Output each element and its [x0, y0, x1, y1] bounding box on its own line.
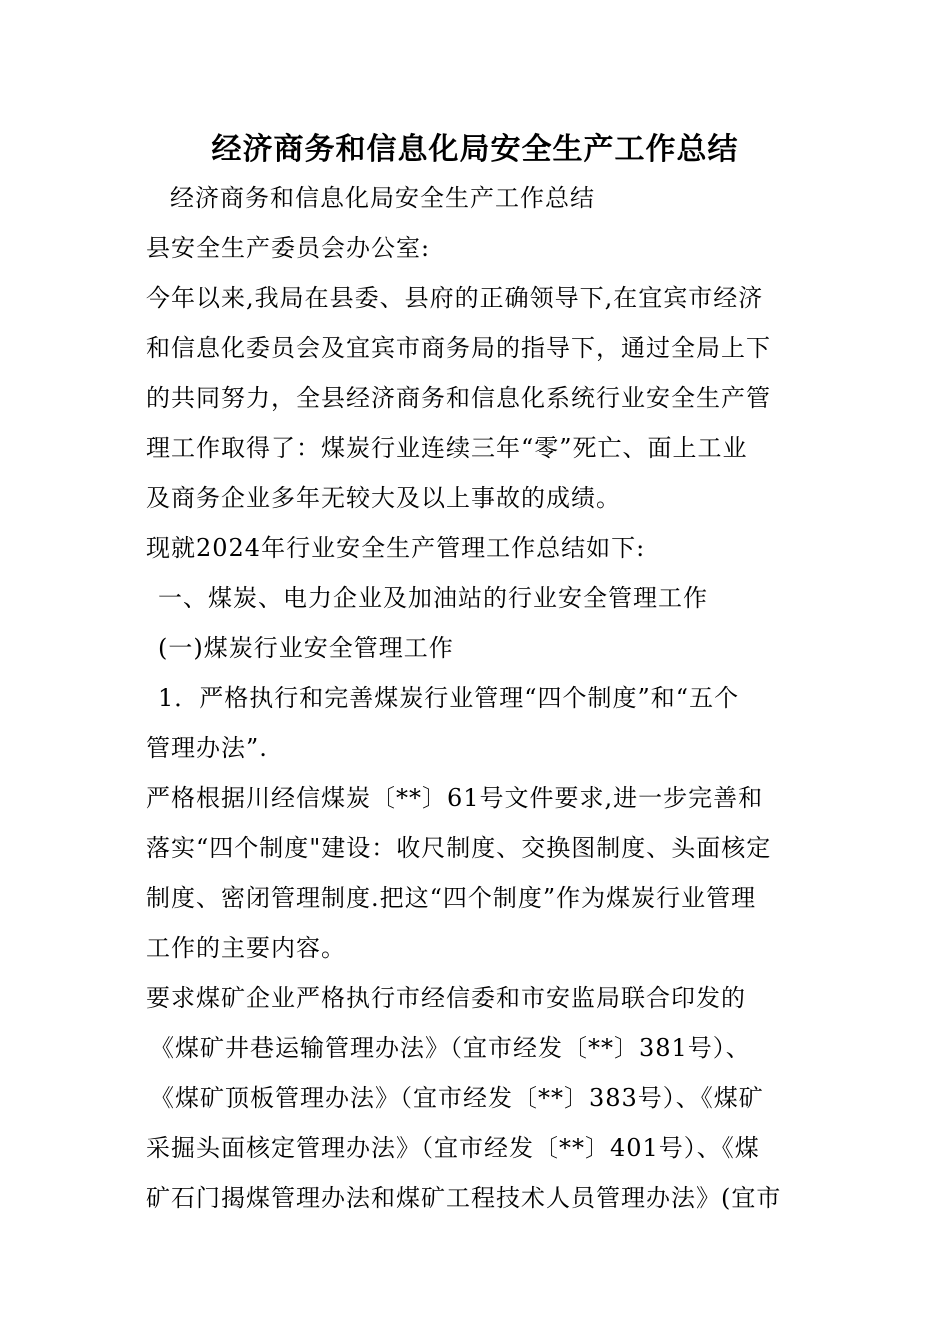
body-line: 严格根据川经信煤炭〔**〕61号文件要求,进一步完善和	[146, 784, 764, 812]
addressee-line: 县安全生产委员会办公室:	[146, 234, 431, 262]
subtitle-line: 经济商务和信息化局安全生产工作总结	[170, 184, 595, 212]
body-line: 和信息化委员会及宜宾市商务局的指导下，通过全局上下	[146, 334, 771, 362]
body-line: 工作的主要内容。	[146, 934, 346, 962]
body-line: 《煤矿顶板管理办法》（宜市经发〔**〕383号）、《煤矿	[150, 1084, 764, 1112]
body-line: 采掘头面核定管理办法》（宜市经发〔**〕401号）、《煤	[146, 1134, 760, 1162]
body-line: 制度、密闭管理制度.把这“四个制度”作为煤炭行业管理	[146, 884, 757, 912]
document-title: 经济商务和信息化局安全生产工作总结	[211, 132, 739, 167]
body-line: 的共同努力，全县经济商务和信息化系统行业安全生产管	[146, 384, 771, 412]
body-line: 要求煤矿企业严格执行市经信委和市安监局联合印发的	[146, 984, 746, 1012]
subsection-heading: (一)煤炭行业安全管理工作	[158, 634, 454, 662]
section-heading: 一、煤炭、电力企业及加油站的行业安全管理工作	[158, 584, 708, 612]
body-line: 管理办法”.	[146, 734, 268, 762]
numbered-item: 1．严格执行和完善煤炭行业管理“四个制度”和“五个	[158, 684, 740, 712]
body-line: 现就2024年行业安全生产管理工作总结如下:	[146, 534, 646, 562]
body-line: 矿石门揭煤管理办法和煤矿工程技术人员管理办法》(宜市	[146, 1184, 782, 1212]
body-line: 落实“四个制度"建设：收尺制度、交换图制度、头面核定	[146, 834, 772, 862]
body-line: 今年以来,我局在县委、县府的正确领导下,在宜宾市经济	[146, 284, 764, 312]
body-line: 及商务企业多年无较大及以上事故的成绩。	[146, 484, 621, 512]
body-line: 《煤矿井巷运输管理办法》（宜市经发〔**〕381号）、	[150, 1034, 751, 1062]
body-line: 理工作取得了：煤炭行业连续三年“零”死亡、面上工业	[146, 434, 748, 462]
